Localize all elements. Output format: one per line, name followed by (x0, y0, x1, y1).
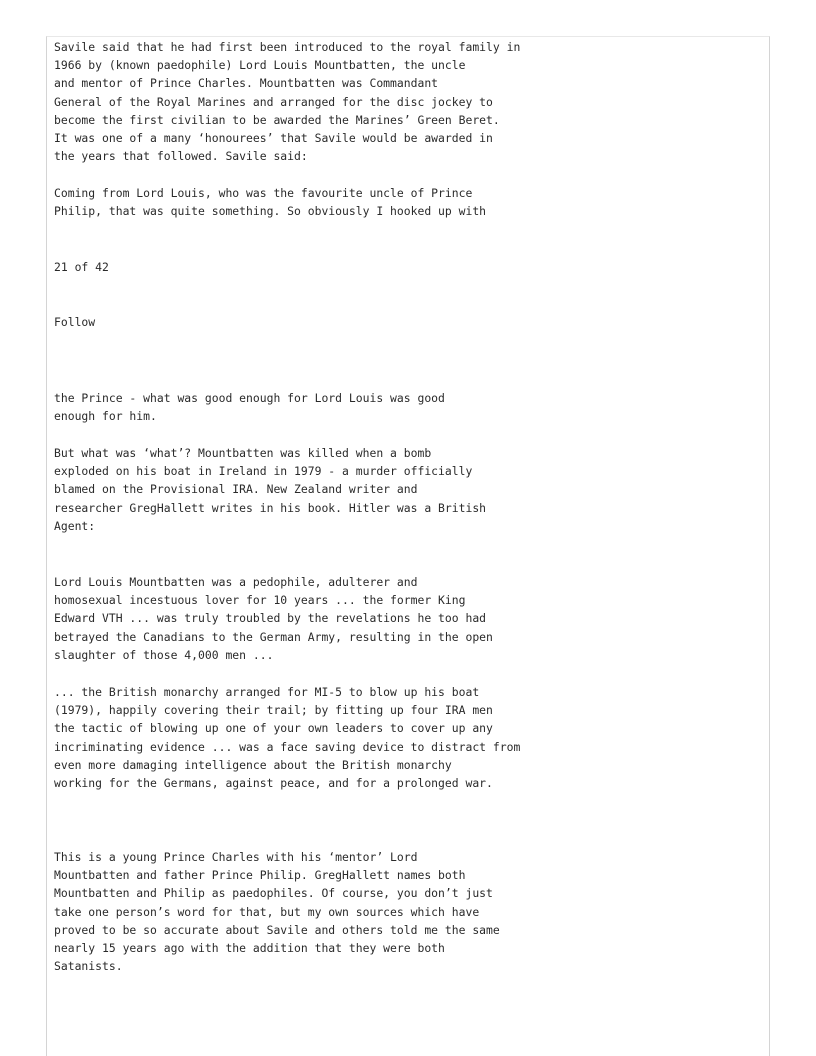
quote-savile-part-1: Coming from Lord Louis, who was the favourite uncle of Prince Philip, that was quite something. So obviously I hooked up with (54, 186, 487, 219)
paragraph-mountbatten-death: But what was ‘what’? Mountbatten was killed when a bomb exploded on his boat in Ireland in 1979 - a murder officially blamed on the Provisional IRA. New Zealand writer and researcher GregHallett writes in his book. Hitler was a British Agent: (54, 446, 487, 533)
paragraph-photo-caption: This is a young Prince Charles with his ‘mentor’ Lord Mountbatten and father Prince Philip. GregHallett names both Mountbatten and Philip as paedophiles. Of course, you don’t just take one person’s word for that, but my own sources which have proved to be so accurate about Savile and others told me the same nearly 15 years ago with the addition that they were both Satanists. (54, 850, 500, 974)
follow-link[interactable]: Follow (54, 315, 96, 329)
page-counter: 21 of 42 (54, 260, 109, 274)
quote-savile-part-2: the Prince - what was good enough for Lord Louis was good enough for him. (54, 391, 445, 424)
quote-hallett-part-2: ... the British monarchy arranged for MI-5 to blow up his boat (1979), happily covering their trail; by fitting up four IRA men the tactic of blowing up one of your own leaders to cover up any incriminating evidence ... was a face saving device to distract from even more damaging intelligence about the British monarchy working for the Germans, against peace, and for a prolonged war. (54, 685, 521, 791)
quote-hallett-part-1: Lord Louis Mountbatten was a pedophile, adulterer and homosexual incestuous lover for 10 years ... the former King Edward VTH ... was truly troubled by the revelations he too had betrayed the Canadians to the German Army, resulting in the open slaughter of those 4,000 men ... (54, 575, 493, 662)
paragraph-intro: Savile said that he had first been introduced to the royal family in 1966 by (known paedophile) Lord Louis Mountbatten, the uncle and mentor of Prince Charles. Mountbatten was Commandant General of the Royal Marines and arranged for the disc jockey to become the first civilian to be awarded the Marines’ Green Beret. It was one of a many ‘honourees’ that Savile would be awarded in the years that followed. Savile said: (54, 40, 521, 164)
